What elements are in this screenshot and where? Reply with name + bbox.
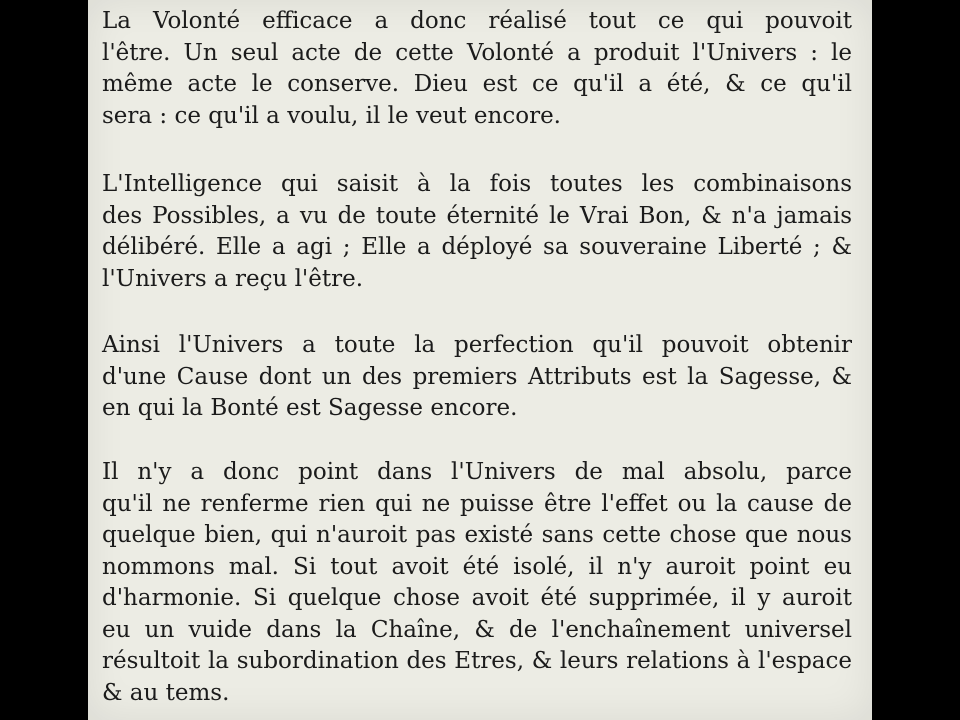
text-line: nommons mal. Si tout avoit été isolé, il n'y auroit point eu <box>102 553 852 580</box>
scanned-book-page <box>88 0 872 720</box>
text-line: sera : ce qu'il a voulu, il le veut encore. <box>102 102 561 129</box>
text-line: qu'il ne renferme rien qui ne puisse être l'effet ou la cause de <box>102 490 852 517</box>
text-line: La Volonté efficace a donc réalisé tout ce qui pouvoit <box>102 8 852 34</box>
text-line: d'une Cause dont un des premiers Attributs est la Sagesse, & <box>102 363 852 390</box>
paragraph-intelligence <box>102 169 852 295</box>
text-line: Ainsi l'Univers a toute la perfection qu'il pouvoit obtenir <box>102 332 852 358</box>
paragraph-ainsi <box>102 330 852 425</box>
text-line: délibéré. Elle a agi ; Elle a déployé sa souveraine Liberté ; & <box>102 234 852 260</box>
text-line: eu un vuide dans la Chaîne, & de l'enchaînement universel <box>102 616 852 643</box>
text-line: quelque bien, qui n'auroit pas existé sans cette chose que nous <box>102 522 852 548</box>
text-line: d'harmonie. Si quelque chose avoit été supprimée, il y auroit <box>102 585 852 611</box>
text-line: l'être. Un seul acte de cette Volonté a produit l'Univers : le <box>102 39 852 66</box>
text-line: L'Intelligence qui saisit à la fois toutes les combinaisons <box>102 171 852 197</box>
text-line: en qui la Bonté est Sagesse encore. <box>102 395 518 421</box>
text-line: Il n'y a donc point dans l'Univers de mal absolu, parce <box>102 459 852 485</box>
paragraph-volonte <box>102 6 852 132</box>
text-line: résultoit la subordination des Etres, & leurs relations à l'espace <box>102 648 852 674</box>
text-line: & au tems. <box>102 679 230 706</box>
paragraph-mal-absolu <box>102 457 852 709</box>
text-line: même acte le conserve. Dieu est ce qu'il a été, & ce qu'il <box>102 71 852 97</box>
text-line: l'Univers a reçu l'être. <box>102 265 364 292</box>
text-line: des Possibles, a vu de toute éternité le Vrai Bon, & n'a jamais <box>102 202 852 229</box>
